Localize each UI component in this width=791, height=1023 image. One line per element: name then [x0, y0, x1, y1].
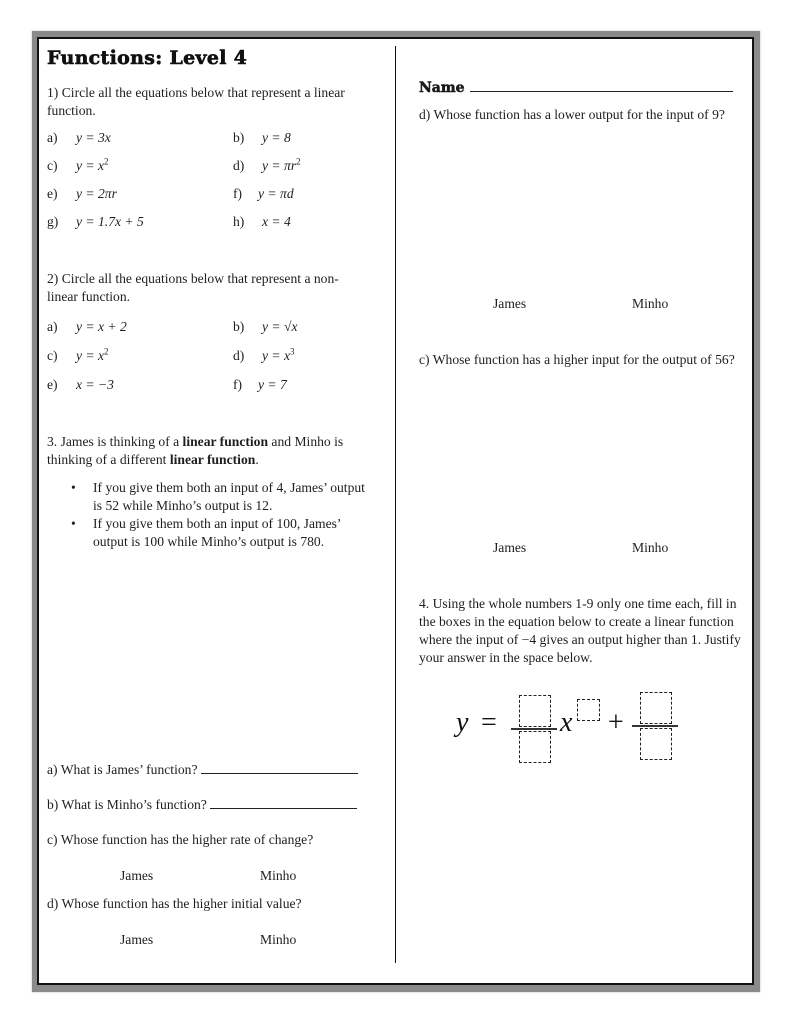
box-numerator-2[interactable] [640, 692, 672, 724]
q2-option-c[interactable]: c) $y = x^2$ [47, 346, 109, 363]
exponent: 2 [104, 156, 109, 167]
box-denominator-1[interactable] [519, 731, 551, 763]
name-input-line[interactable] [470, 91, 733, 92]
name-field [419, 77, 733, 96]
eq-y: y [456, 707, 469, 738]
fraction-bar [511, 728, 557, 730]
q2-option-d[interactable]: d) $y = x^3$ [233, 346, 295, 363]
choice-james[interactable]: James [120, 932, 154, 947]
choice-james[interactable]: James [493, 540, 527, 555]
eq-equals: = [481, 707, 497, 738]
q3b-question: b) What is Minho’s function? [47, 796, 357, 814]
q3-intro: 3. James is thinking of a linear function and Minho is thinking of a different linear function. [47, 434, 344, 467]
q1-option-a[interactable]: a) y = 3x [47, 130, 111, 145]
bullet-item: • If you give them both an input of 100, James’ output is 100 while Minho’s output is 780. [47, 515, 367, 551]
answer-line-james[interactable] [201, 773, 358, 774]
worksheet-title: Functions: Level 4 [47, 47, 248, 69]
q1-option-g[interactable]: g) y = 1.7x + 5 [47, 214, 144, 229]
eq-plus: + [608, 707, 624, 738]
choice-minho[interactable]: Minho [632, 540, 669, 555]
choice-james[interactable]: James [493, 296, 527, 311]
choice-james[interactable]: James [120, 868, 154, 883]
q2-option-e[interactable]: e) x = −3 [47, 377, 114, 392]
exponent: 2 [104, 346, 109, 357]
choice-minho[interactable]: Minho [260, 932, 297, 947]
exponent: 2 [296, 156, 301, 167]
q3c-question: c) Whose function has the higher rate of change? [47, 832, 314, 847]
q3a-question: a) What is James’ function? [47, 761, 358, 779]
choice-minho[interactable]: Minho [260, 868, 297, 883]
name-label: Name [419, 80, 465, 96]
q1-prompt: 1) Circle all the equations below that represent a linear function. [47, 85, 345, 118]
box-exponent[interactable] [577, 699, 600, 721]
exponent: 3 [290, 346, 295, 357]
box-numerator-1[interactable] [519, 695, 551, 727]
answer-line-minho[interactable] [210, 808, 357, 809]
fraction-bar [632, 725, 678, 727]
eq-x: x [560, 707, 573, 738]
q1-option-b[interactable]: b) y = 8 [233, 130, 291, 145]
q2-option-f[interactable]: f) y = 7 [233, 377, 287, 392]
bullet-item: • If you give them both an input of 4, James’ output is 52 while Minho’s output is 12. [47, 479, 367, 515]
q2-option-b[interactable]: b) y = √x [233, 319, 298, 334]
bold-term: linear function [182, 434, 269, 449]
q1-option-c[interactable]: c) $y = x^2$ [47, 156, 109, 173]
q1-option-d[interactable]: d) $y = \pi r^2$ [233, 156, 301, 173]
box-denominator-2[interactable] [640, 728, 672, 760]
bold-term: linear function [169, 452, 256, 467]
q1-option-h[interactable]: h) x = 4 [233, 214, 291, 229]
q1-option-e[interactable]: e) y = 2πr [47, 186, 117, 201]
choice-minho[interactable]: Minho [632, 296, 669, 311]
q3d-question: d) Whose function has the higher initial value? [47, 896, 302, 911]
q2-option-a[interactable]: a) y = x + 2 [47, 319, 127, 334]
q3d2-question: d) Whose function has a lower output for the input of 9? [419, 107, 725, 122]
q4-prompt: 4. Using the whole numbers 1-9 only one time each, fill in the boxes in the equation below to create a linear function where the input of −4 gives an output higher than 1. Justify your answer in the space below. [419, 596, 741, 665]
q3c2-question: c) Whose function has a higher input for the output of 56? [419, 352, 735, 367]
q3-bullets [47, 479, 367, 551]
q1-option-f[interactable]: f) y = πd [233, 186, 294, 201]
q2-prompt: 2) Circle all the equations below that represent a non-linear function. [47, 271, 339, 304]
column-divider [395, 46, 396, 963]
